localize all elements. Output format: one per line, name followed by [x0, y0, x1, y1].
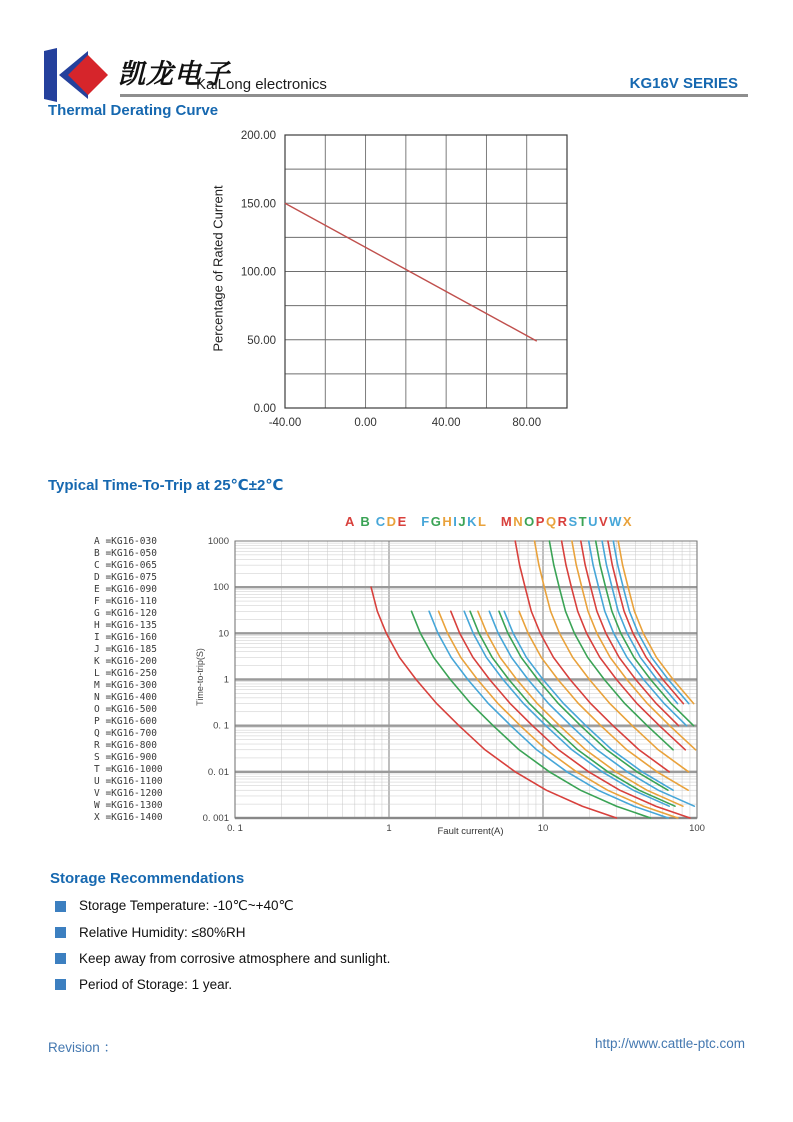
legend-item-L: L =KG16-250 [94, 668, 157, 679]
curve-letter-J: J [458, 514, 467, 529]
legend-item-G: G =KG16-120 [94, 608, 157, 619]
curve-letter-S: S [568, 514, 579, 529]
legend-item-J: J =KG16-185 [94, 644, 157, 655]
curve-letter-E: E [397, 514, 408, 529]
svg-text:10: 10 [537, 823, 549, 834]
legend-item-P: P =KG16-600 [94, 716, 157, 727]
legend-item-R: R =KG16-800 [94, 740, 157, 751]
legend-item-F: F =KG16-110 [94, 596, 157, 607]
storage-item-text: Storage Temperature: -10℃~+40℃ [79, 898, 294, 913]
svg-text:0.00: 0.00 [354, 417, 377, 429]
storage-item-2 [55, 919, 655, 945]
legend-item-C: C =KG16-065 [94, 560, 157, 571]
storage-item-1 [55, 893, 655, 919]
time-to-trip-chart [188, 503, 733, 853]
legend-item-A: A =KG16-030 [94, 536, 157, 547]
revision-label: Revision ： [48, 1040, 118, 1055]
curve-letter-Q: Q [545, 514, 558, 529]
svg-text:100: 100 [689, 823, 705, 834]
curve-letter-W: W [609, 514, 623, 529]
series-label: KG16V SERIES [629, 75, 738, 92]
storage-title: Storage Recommendations [50, 870, 245, 887]
bullet-square-icon [55, 953, 66, 964]
curve-letter-N: N [513, 514, 524, 529]
curve-letter-G: G [430, 514, 442, 529]
curve-letter-L: L [477, 514, 487, 529]
legend-item-K: K =KG16-200 [94, 656, 157, 667]
svg-text:40.00: 40.00 [431, 417, 461, 429]
curve-letter-C: C [375, 514, 387, 529]
svg-text:1: 1 [223, 674, 229, 686]
svg-text:50.00: 50.00 [247, 334, 276, 347]
legend-item-W: W =KG16-1300 [94, 800, 163, 811]
curve-letter-A: A [345, 514, 356, 529]
legend-item-X: X =KG16-1400 [94, 812, 163, 823]
curve-letter-U: U [588, 514, 599, 529]
legend-item-V: V =KG16-1200 [94, 788, 163, 799]
trip-curve-legend [94, 536, 163, 824]
legend-item-Q: Q =KG16-700 [94, 728, 157, 739]
storage-item-text: Period of Storage: 1 year. [79, 976, 233, 992]
curve-letter-B: B [360, 514, 371, 529]
legend-item-U: U =KG16-1100 [94, 776, 163, 787]
curve-letter-O: O [524, 514, 536, 529]
website-link[interactable]: http://www.cattle-ptc.com [594, 1036, 745, 1051]
legend-item-H: H =KG16-135 [94, 620, 157, 631]
trip-chart-ylabel: Time-to-trip(S) [195, 648, 205, 706]
time-to-trip-title: Typical Time-To-Trip at 25℃±2℃ [48, 477, 284, 494]
legend-item-O: O =KG16-500 [94, 704, 157, 715]
svg-text:0.00: 0.00 [253, 403, 276, 415]
thermal-derating-title: Thermal Derating Curve [48, 102, 219, 119]
legend-item-D: D =KG16-075 [94, 572, 157, 583]
thermal-chart-ylabel: Percentage of Rated Current [210, 185, 226, 352]
kailong-logo-icon [44, 48, 116, 102]
storage-item-3 [55, 945, 655, 971]
bullet-square-icon [55, 901, 66, 912]
company-name-english: KaiLong electronics [196, 76, 327, 93]
svg-text:0. 1: 0. 1 [213, 720, 229, 732]
company-name-chinese: 凯龙电子 [118, 59, 230, 90]
svg-text:80.00: 80.00 [512, 417, 542, 429]
bullet-square-icon [55, 979, 66, 990]
svg-text:1000: 1000 [207, 536, 229, 547]
curve-letter-H: H [442, 514, 453, 529]
curve-letter-R: R [557, 514, 568, 529]
svg-text:150.00: 150.00 [240, 198, 276, 211]
legend-item-B: B =KG16-050 [94, 548, 157, 559]
storage-item-text: Keep away from corrosive atmosphere and sunlight. [79, 950, 391, 966]
trip-chart-xlabel: Fault current(A) [437, 826, 504, 837]
svg-text:10: 10 [218, 628, 229, 640]
curve-letter-F: F [421, 514, 431, 529]
svg-text:1: 1 [386, 823, 392, 834]
header-divider [120, 94, 748, 97]
svg-text:-40.00: -40.00 [268, 417, 302, 429]
svg-text:200.00: 200.00 [240, 130, 276, 142]
svg-text:0. 1: 0. 1 [227, 823, 243, 834]
storage-list [55, 893, 655, 997]
curve-letter-K: K [467, 514, 478, 529]
legend-item-S: S =KG16-900 [94, 752, 157, 763]
curve-letter-D: D [386, 514, 398, 529]
thermal-derating-chart [190, 120, 610, 435]
legend-item-M: M =KG16-300 [94, 680, 157, 691]
curve-letter-V: V [598, 514, 609, 529]
curve-letter-T: T [578, 514, 588, 529]
legend-item-E: E =KG16-090 [94, 584, 157, 595]
svg-text:0. 001: 0. 001 [202, 813, 229, 824]
storage-item-4 [55, 971, 655, 997]
legend-item-T: T =KG16-1000 [94, 764, 163, 775]
curve-letter-P: P [535, 514, 546, 529]
svg-text:100: 100 [213, 582, 229, 594]
curve-letter-X: X [622, 514, 633, 529]
svg-text:0. 01: 0. 01 [207, 766, 229, 778]
curve-letter-M: M [500, 514, 513, 529]
svg-text:100.00: 100.00 [240, 266, 276, 279]
legend-item-I: I =KG16-160 [94, 632, 157, 643]
bullet-square-icon [55, 927, 66, 938]
legend-item-N: N =KG16-400 [94, 692, 157, 703]
storage-item-text: Relative Humidity: ≤80%RH [79, 924, 246, 940]
curve-letter-I: I [453, 514, 458, 529]
